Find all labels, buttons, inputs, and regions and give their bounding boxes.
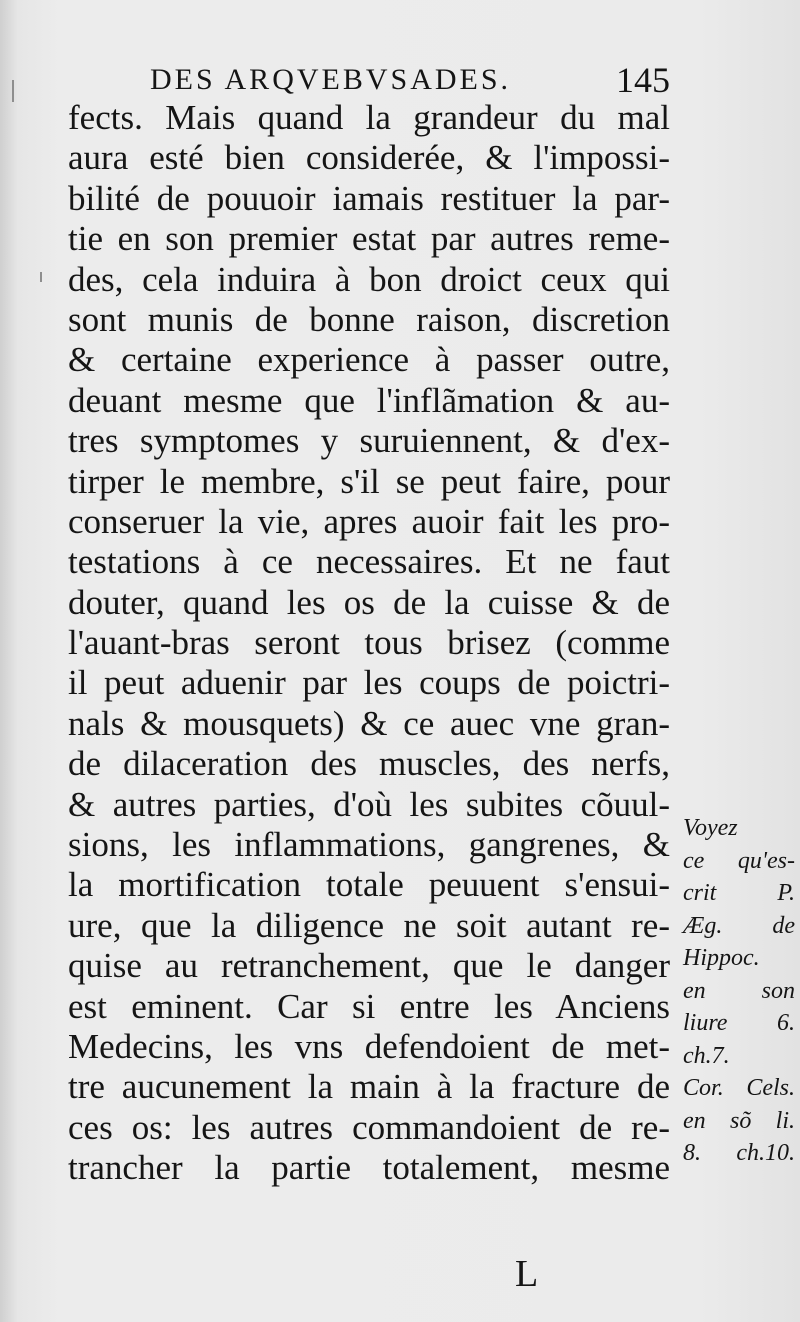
margin-note-line: ch.7.	[683, 1042, 730, 1069]
running-head: DES ARQVEBVSADES.	[150, 63, 512, 96]
margin-note-line: Hippoc.	[683, 945, 760, 971]
body-line: douter, quand les os de la cuisse & de	[68, 582, 670, 622]
margin-note-line: liure 6.	[683, 1010, 795, 1036]
body-line: & autres parties, d'où les subites cõuul-	[68, 784, 670, 824]
body-line: tres symptomes y suruiennent, & d'ex-	[68, 421, 670, 461]
page-edge-mark	[40, 272, 42, 282]
body-line: sions, les inflammations, gangrenes, &	[68, 825, 670, 865]
body-line: des, cela induira à bon droict ceux qui	[68, 259, 670, 299]
margin-note-line: crit P.	[683, 880, 795, 906]
body-line: il peut aduenir par les coups de poictri-	[68, 663, 670, 703]
body-line: fects. Mais quand la grandeur du mal	[68, 98, 670, 137]
body-line: est eminent. Car si entre les Anciens	[68, 986, 670, 1026]
body-line: nals & mousquets) & ce auec vne gran-	[68, 703, 670, 743]
body-line: de dilaceration des muscles, des nerfs,	[68, 744, 670, 784]
body-line: conseruer la vie, apres auoir fait les pro-	[68, 501, 670, 541]
body-line: Medecins, les vns defendoient de met-	[68, 1026, 670, 1066]
body-line: tre aucunement la main à la fracture de	[68, 1067, 670, 1107]
page-header	[150, 60, 670, 100]
body-line: tirper le membre, s'il se peut faire, pour	[68, 461, 670, 501]
margin-note	[683, 812, 795, 1170]
page-edge-mark	[12, 80, 14, 102]
margin-note-line: en son	[683, 977, 795, 1004]
margin-note-line: en sõ li.	[683, 1107, 795, 1134]
body-line: la mortification totale peuuent s'ensui-	[68, 865, 670, 905]
body-line: tie en son premier estat par autres reme-	[68, 219, 670, 259]
margin-note-line: Æg. de	[683, 912, 795, 939]
body-line: ces os: les autres commandoient de re-	[68, 1107, 670, 1147]
body-text	[68, 98, 670, 1189]
body-line: l'auant-bras seront tous brisez (comme	[68, 623, 670, 663]
margin-note-line: ce qu'es-	[683, 847, 795, 874]
body-line: aura esté bien considerée, & l'impossi-	[68, 138, 670, 178]
margin-note-line: Voyez	[683, 815, 738, 841]
body-line: sont munis de bonne raison, discretion	[68, 299, 670, 339]
margin-note-line: 8. ch.10.	[683, 1140, 795, 1166]
body-line: trancher la partie totalement, mesme	[68, 1148, 670, 1188]
body-line: deuant mesme que l'inflãmation & au-	[68, 380, 670, 420]
page-number: 145	[616, 60, 670, 100]
body-line: ure, que la diligence ne soit autant re-	[68, 905, 670, 945]
body-line: testations à ce necessaires. Et ne faut	[68, 542, 670, 582]
margin-note-line: Cor. Cels.	[683, 1075, 795, 1101]
body-line: & certaine experience à passer outre,	[68, 340, 670, 380]
body-line: bilité de pouuoir iamais restituer la par-	[68, 178, 670, 218]
body-line: quise au retranchement, que le danger	[68, 946, 670, 986]
signature-mark: L	[515, 1253, 539, 1295]
